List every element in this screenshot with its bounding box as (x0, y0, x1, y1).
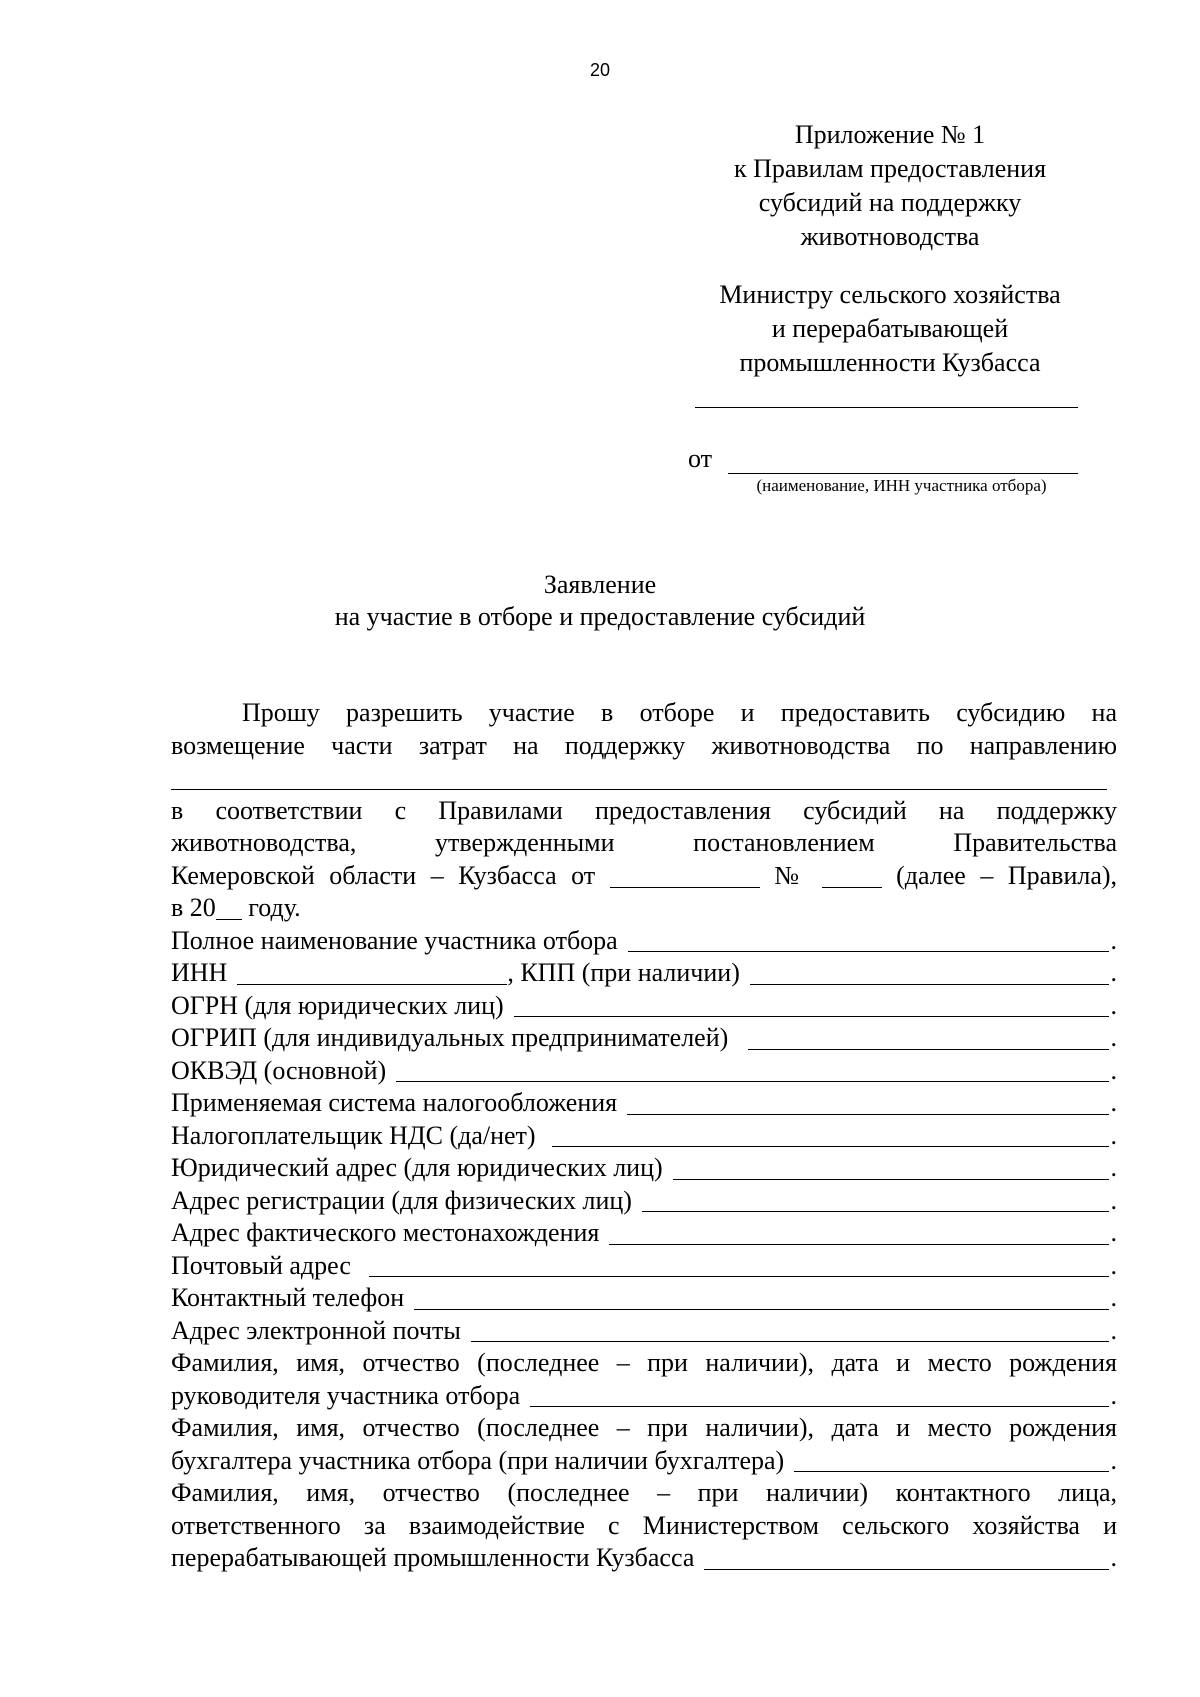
appendix-line: к Правилам предоставления (733, 154, 1047, 183)
fill-blank (369, 1276, 1109, 1277)
end-dot: . (1110, 1185, 1117, 1215)
intro-line: Прошу разрешить участие в отборе и предоставить субсидию на (242, 698, 1117, 727)
resolution-line (171, 860, 1117, 893)
field-label: Почтовый адрес (171, 1250, 351, 1280)
addressee-name-blank (695, 407, 1078, 408)
fill-blank (396, 1081, 1108, 1082)
field-label: ОГРН (для юридических лиц) (171, 990, 504, 1020)
field-label: Налогоплательщик НДС (да/нет) (171, 1120, 536, 1150)
end-dot: . (1110, 1055, 1117, 1085)
accountant-label-line: Фамилия, имя, отчество (последнее – при наличии), дата и место рождения (171, 1413, 1117, 1442)
field-head (171, 1380, 1117, 1413)
end-dot: . (1110, 1380, 1117, 1410)
field-inn-kpp (171, 957, 1117, 990)
resolution-date-blank (610, 861, 760, 888)
fill-blank (609, 1244, 1108, 1245)
field-legal-address (171, 1152, 1117, 1185)
end-dot: . (1110, 1543, 1117, 1572)
end-dot: . (1110, 925, 1117, 955)
field-label: ОКВЭД (основной) (171, 1055, 387, 1085)
year-blank (216, 893, 242, 920)
addressee-line: Министру сельского хозяйства (719, 280, 1061, 309)
field-accountant (171, 1445, 1117, 1478)
fill-blank (514, 1016, 1109, 1017)
fill-blank (748, 1049, 1108, 1050)
field-label: бухгалтера участника отбора (при наличии бухгалтера) (171, 1445, 785, 1475)
end-dot: . (1110, 990, 1117, 1020)
field-ogrn (171, 990, 1117, 1023)
fill-blank (673, 1179, 1109, 1180)
field-label: Адрес фактического местонахождения (171, 1218, 600, 1247)
addressee-line: промышленности Кузбасса (739, 348, 1041, 377)
fill-blank (627, 1114, 1108, 1115)
field-label: руководителя участника отбора (171, 1380, 521, 1410)
year-prefix: в 20 (171, 893, 216, 922)
addressee-line: и перерабатывающей (771, 314, 1009, 343)
intro-line: возмещение части затрат на поддержку животноводства по направлению (171, 730, 1117, 760)
end-dot: . (1110, 1250, 1117, 1280)
end-dot: . (1110, 1023, 1117, 1052)
addressee-block (690, 278, 1090, 380)
field-label: Применяемая система налогообложения (171, 1088, 618, 1117)
head-label-line: Фамилия, имя, отчество (последнее – при наличии), дата и место рождения (171, 1348, 1117, 1377)
resolution-tail: (далее – Правила), (896, 860, 1118, 890)
fill-blank (414, 1309, 1108, 1310)
field-tax-system (171, 1087, 1117, 1120)
direction-blank (171, 762, 1117, 795)
contact-label-line: Фамилия, имя, отчество (последнее – при наличии) контактного лица, (171, 1478, 1117, 1507)
inn-blank (237, 984, 507, 985)
field-postal-address (171, 1250, 1117, 1283)
field-full-name (171, 925, 1117, 958)
end-dot: . (1110, 1283, 1117, 1312)
fill-blank (552, 1146, 1109, 1147)
field-label: Юридический адрес (для юридических лиц) (171, 1153, 663, 1182)
from-label: от (688, 444, 713, 473)
field-phone (171, 1282, 1117, 1315)
field-reg-address (171, 1185, 1117, 1218)
end-dot: . (1110, 1120, 1117, 1150)
application-body (171, 697, 1117, 1575)
fill-blank (628, 951, 1109, 952)
field-okved (171, 1055, 1117, 1088)
page-number: 20 (589, 60, 611, 80)
field-contact (171, 1542, 1117, 1575)
intro-line: в соответствии с Правилами предоставления субсидий на поддержку (171, 795, 1117, 825)
end-dot: . (1110, 1218, 1117, 1247)
year-suffix: году. (248, 893, 301, 922)
year-line (171, 892, 1117, 925)
appendix-line: животноводства (800, 222, 980, 251)
field-label: ИНН (171, 958, 228, 987)
field-label: Полное наименование участника отбора (171, 925, 618, 955)
field-label: Адрес регистрации (для физических лиц) (171, 1185, 632, 1215)
end-dot: . (1110, 1315, 1117, 1345)
from-blank (728, 473, 1078, 474)
appendix-header (690, 118, 1090, 254)
fill-blank (530, 1406, 1108, 1407)
field-label: Адрес электронной почты (171, 1315, 461, 1345)
kpp-blank (750, 984, 1109, 985)
field-ogrip (171, 1022, 1117, 1055)
from-caption: (наименование, ИНН участника отбора) (756, 476, 1047, 495)
field-label: , КПП (при наличии) (507, 958, 740, 987)
appendix-title: Приложение № 1 (794, 120, 986, 149)
fill-blank (794, 1471, 1108, 1472)
document-title: Заявление (543, 570, 657, 599)
end-dot: . (1110, 1445, 1117, 1475)
resolution-number-sign: № (774, 860, 808, 890)
end-dot: . (1110, 958, 1117, 987)
fill-blank (642, 1211, 1109, 1212)
resolution-number-blank (822, 861, 882, 888)
end-dot: . (1110, 1088, 1117, 1117)
field-label: Контактный телефон (171, 1283, 405, 1312)
field-email (171, 1315, 1117, 1348)
field-label: ОГРИП (для индивидуальных предпринимателей) (171, 1023, 729, 1052)
field-vat (171, 1120, 1117, 1153)
field-actual-address (171, 1217, 1117, 1250)
intro-line: животноводства, утвержденными постановлением Правительства (171, 828, 1117, 857)
document-subtitle: на участие в отборе и предоставление субсидий (334, 602, 866, 631)
end-dot: . (1110, 1153, 1117, 1182)
appendix-line: субсидий на поддержку (758, 188, 1022, 217)
resolution-text: Кемеровской области – Кузбасса от (171, 860, 596, 890)
field-label: перерабатывающей промышленности Кузбасса (171, 1543, 695, 1572)
fill-blank (704, 1569, 1108, 1570)
fill-blank (471, 1341, 1109, 1342)
contact-label-line: ответственного за взаимодействие с Министерством сельского хозяйства и (171, 1510, 1117, 1540)
